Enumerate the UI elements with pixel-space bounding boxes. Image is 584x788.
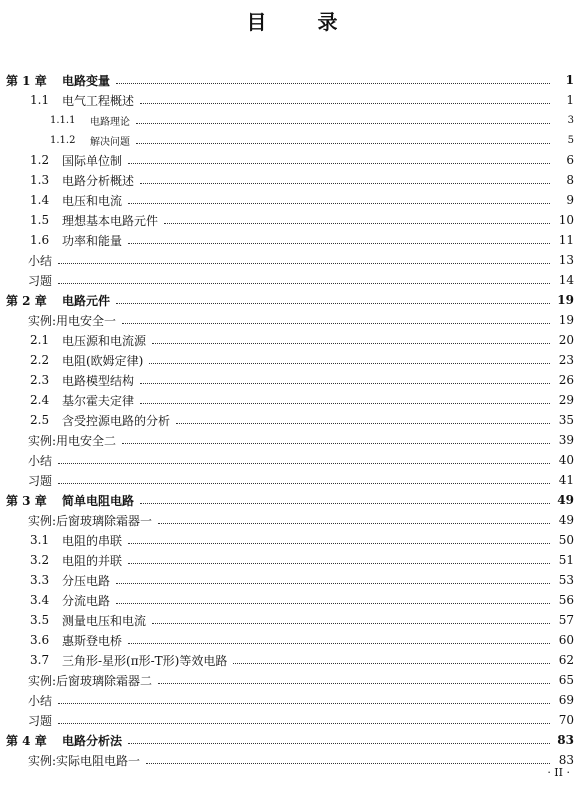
dot-leader	[122, 322, 550, 324]
toc-entry[interactable]	[0, 210, 584, 230]
toc-entry[interactable]	[0, 670, 584, 690]
toc-entry-label: 小结	[28, 453, 53, 468]
toc-entry-label: 三角形-星形(π形-T形)等效电路	[62, 653, 228, 668]
toc-entry-label: 小结	[28, 253, 53, 268]
toc-entry[interactable]	[0, 430, 584, 450]
toc-entry[interactable]	[0, 510, 584, 530]
toc-entry-page: 65	[558, 673, 574, 687]
toc-entry[interactable]	[0, 410, 584, 430]
dot-leader	[136, 122, 550, 124]
toc-entry[interactable]	[0, 450, 584, 470]
toc-entry-number: 1.5	[30, 213, 50, 227]
toc-entry[interactable]	[0, 90, 584, 110]
dot-leader	[140, 382, 550, 384]
toc-entry-label: 电压和电流	[62, 193, 123, 208]
dot-leader	[136, 142, 550, 144]
dot-leader	[58, 462, 550, 464]
dot-leader	[58, 482, 550, 484]
toc-entry-page: 1	[565, 73, 574, 87]
dot-leader	[164, 222, 550, 224]
toc-entry-label: 含受控源电路的分析	[62, 413, 171, 428]
toc-entry-label: 习题	[28, 273, 53, 288]
toc-entry-page: 40	[558, 453, 574, 467]
toc-entry-label: 电路元件	[62, 293, 111, 308]
toc-entry-number: 1.6	[30, 233, 50, 247]
toc-entry-number: 3.6	[30, 633, 50, 647]
dot-leader	[58, 722, 550, 724]
toc-entry-number: 2.2	[30, 353, 50, 367]
toc-entry-page: 6	[566, 153, 574, 167]
toc-entry-label: 电阻(欧姆定律)	[62, 353, 144, 368]
toc-entry[interactable]	[0, 730, 584, 750]
toc-entry-page: 5	[567, 134, 574, 146]
toc-entry-page: 83	[557, 733, 574, 747]
toc-entry-number: 3.1	[30, 533, 50, 547]
toc-entry[interactable]	[0, 130, 584, 150]
toc-entry[interactable]	[0, 370, 584, 390]
toc-entry-number: 2.5	[30, 413, 50, 427]
toc-entry-page: 50	[558, 533, 574, 547]
toc-entry-number: 1.3	[30, 173, 50, 187]
toc-entry-page: 8	[566, 173, 574, 187]
toc-entry[interactable]	[0, 470, 584, 490]
toc-entry-label: 分流电路	[62, 593, 111, 608]
toc-entry-label: 简单电阻电路	[62, 493, 135, 508]
toc-entry-number: 2.1	[30, 333, 50, 347]
dot-leader	[128, 202, 550, 204]
toc-entry[interactable]	[0, 190, 584, 210]
toc-entry[interactable]	[0, 270, 584, 290]
toc-entry-page: 35	[558, 413, 574, 427]
dot-leader	[152, 622, 550, 624]
dot-leader	[146, 762, 550, 764]
toc-entry-page: 56	[558, 593, 574, 607]
dot-leader	[128, 162, 550, 164]
toc-entry[interactable]	[0, 750, 584, 770]
toc-entry-page: 49	[557, 493, 574, 507]
toc-entry-label: 理想基本电路元件	[62, 213, 159, 228]
dot-leader	[140, 402, 550, 404]
toc-entry-page: 13	[558, 253, 574, 267]
toc-entry[interactable]	[0, 390, 584, 410]
toc-entry-number: 1.1.2	[50, 134, 76, 146]
toc-entry[interactable]	[0, 70, 584, 90]
dot-leader	[128, 742, 550, 744]
toc-entry[interactable]	[0, 310, 584, 330]
toc-entry-label: 惠斯登电桥	[62, 633, 123, 648]
toc-entry-page: 53	[558, 573, 574, 587]
toc-entry-page: 62	[558, 653, 574, 667]
dot-leader	[58, 702, 550, 704]
dot-leader	[152, 342, 550, 344]
toc-entry-page: 26	[558, 373, 574, 387]
toc-entry-number: 3.5	[30, 613, 50, 627]
toc-entry-number: 1.4	[30, 193, 50, 207]
toc-entry-label: 习题	[28, 473, 53, 488]
toc-entry-label: 解决问题	[90, 136, 130, 148]
dot-leader	[116, 582, 550, 584]
toc-entry-page: 83	[558, 753, 574, 767]
toc-entry-page: 3	[567, 114, 574, 126]
toc-entry-label: 电气工程概述	[62, 93, 135, 108]
toc-entry-number: 3.4	[30, 593, 50, 607]
toc-entry[interactable]	[0, 690, 584, 710]
dot-leader	[128, 242, 550, 244]
toc-entry-label: 电路变量	[62, 73, 111, 88]
dot-leader	[158, 522, 550, 524]
toc-entry-number: 3.2	[30, 553, 50, 567]
toc-entry-page: 1	[566, 93, 574, 107]
dot-leader	[128, 542, 550, 544]
toc-entry[interactable]	[0, 490, 584, 510]
toc-entry-page: 11	[558, 233, 574, 247]
toc-entry-page: 19	[557, 293, 574, 307]
page-number-footer: · II ·	[547, 766, 570, 779]
dot-leader	[116, 602, 550, 604]
toc-entry-number: 3.7	[30, 653, 50, 667]
toc-entry-page: 49	[558, 513, 574, 527]
toc-entry[interactable]	[0, 530, 584, 550]
toc-entry[interactable]	[0, 570, 584, 590]
toc-entry-page: 57	[558, 613, 574, 627]
toc-entry[interactable]	[0, 230, 584, 250]
toc-entry-label: 实例:后窗玻璃除霜器一	[28, 513, 153, 528]
dot-leader	[58, 262, 550, 264]
dot-leader	[140, 182, 550, 184]
dot-leader	[116, 82, 550, 84]
page-title: 目 录	[246, 10, 360, 34]
toc-entry-number: 第 3 章	[6, 493, 47, 508]
toc-entry-label: 习题	[28, 713, 53, 728]
dot-leader	[128, 642, 550, 644]
toc-entry[interactable]	[0, 330, 584, 350]
toc-entry-label: 电压源和电流源	[62, 333, 147, 348]
toc-entry[interactable]	[0, 290, 584, 310]
dot-leader	[158, 682, 550, 684]
toc-entry-number: 1.1.1	[50, 114, 76, 126]
toc-entry-label: 分压电路	[62, 573, 111, 588]
toc-entry-label: 小结	[28, 693, 53, 708]
toc-entry-number: 1.2	[30, 153, 50, 167]
toc-entry-label: 电路模型结构	[62, 373, 135, 388]
dot-leader	[58, 282, 550, 284]
toc-entry-label: 电路理论	[90, 116, 130, 128]
toc-entry[interactable]	[0, 550, 584, 570]
toc-entry-label: 国际单位制	[62, 153, 123, 168]
toc-entry-label: 电阻的串联	[62, 533, 123, 548]
toc-entry-page: 10	[558, 213, 574, 227]
toc-entry[interactable]	[0, 250, 584, 270]
toc-entry-page: 70	[558, 713, 574, 727]
toc-entry-page: 29	[558, 393, 574, 407]
toc-entry-page: 60	[558, 633, 574, 647]
toc-entry-label: 功率和能量	[62, 233, 123, 248]
toc-entry-number: 2.3	[30, 373, 50, 387]
toc-entry[interactable]	[0, 110, 584, 130]
toc-entry-label: 实例:用电安全二	[28, 433, 117, 448]
dot-leader	[122, 442, 550, 444]
toc-entry[interactable]	[0, 650, 584, 670]
toc-entry-number: 第 1 章	[6, 73, 47, 88]
toc-entry-number: 2.4	[30, 393, 50, 407]
toc-entry-page: 14	[558, 273, 574, 287]
toc-entry-page: 20	[558, 333, 574, 347]
toc-entry[interactable]	[0, 710, 584, 730]
toc-entry-page: 19	[558, 313, 574, 327]
toc-entry[interactable]	[0, 630, 584, 650]
toc-entry-number: 1.1	[30, 93, 50, 107]
toc-entry-label: 电路分析概述	[62, 173, 135, 188]
toc-entry-number: 第 2 章	[6, 293, 47, 308]
toc-entry-label: 实例:后窗玻璃除霜器二	[28, 673, 153, 688]
toc-entry-label: 电阻的并联	[62, 553, 123, 568]
dot-leader	[140, 502, 550, 504]
toc-entry-page: 39	[558, 433, 574, 447]
toc-entry-number: 第 4 章	[6, 733, 47, 748]
toc-entry-label: 实例:用电安全一	[28, 313, 117, 328]
toc-entry-label: 基尔霍夫定律	[62, 393, 135, 408]
toc-entry[interactable]	[0, 590, 584, 610]
dot-leader	[140, 102, 550, 104]
dot-leader	[128, 562, 550, 564]
toc-entry[interactable]	[0, 350, 584, 370]
dot-leader	[233, 662, 550, 664]
toc-entry[interactable]	[0, 170, 584, 190]
toc-entry-label: 实例:实际电阻电路一	[28, 753, 141, 768]
dot-leader	[149, 362, 550, 364]
toc-entry-page: 69	[558, 693, 574, 707]
toc-entry-label: 电路分析法	[62, 733, 123, 748]
dot-leader	[116, 302, 550, 304]
dot-leader	[176, 422, 550, 424]
toc-entry-page: 41	[558, 473, 574, 487]
toc-entry[interactable]	[0, 150, 584, 170]
toc-entry[interactable]	[0, 610, 584, 630]
toc-entry-number: 3.3	[30, 573, 50, 587]
toc-entry-label: 测量电压和电流	[62, 613, 147, 628]
toc-entry-page: 23	[558, 353, 574, 367]
toc-entry-page: 51	[558, 553, 574, 567]
toc-entry-page: 9	[566, 193, 574, 207]
